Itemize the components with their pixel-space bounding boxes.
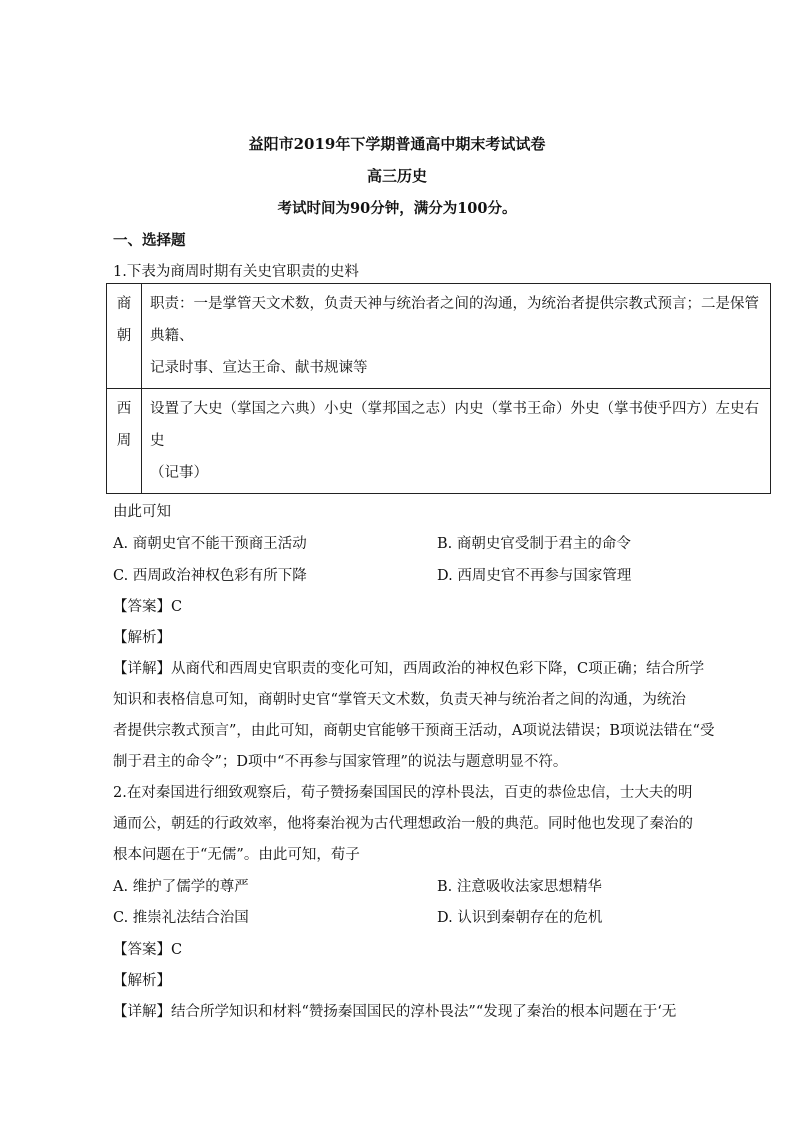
q1-detail-line: 者提供宗教式预言”，由此可知，商朝史官能够干预商王活动，A项说法错误；B项说法错在“受: [113, 723, 715, 739]
q1-option-a: A. 商朝史官不能干预商王活动: [113, 536, 307, 552]
q2-stem-line: 根本问题在于“无儒”。由此可知，荀子: [113, 847, 360, 863]
table-row: [107, 389, 771, 494]
q1-option-c: C. 西周政治神权色彩有所下降: [113, 568, 307, 584]
q1-detail-line: 知识和表格信息可知，商朝时史官“掌管天文术数，负责天神与统治者之间的沟通，为统治: [113, 692, 686, 708]
q2-option-d: D. 认识到秦朝存在的危机: [437, 910, 603, 926]
q1-option-b: B. 商朝史官受制于君主的命令: [437, 536, 631, 552]
q2-stem-line: 2.在对秦国进行细致观察后，荀子赞扬秦国国民的淳朴畏法，百吏的恭俭忠信，士大夫的明: [113, 785, 693, 801]
exam-subject: 高三历史: [366, 167, 427, 185]
dynasty-cell: 西 周: [107, 389, 142, 494]
duty-cell: 职责：一是掌管天文术数，负责天神与统治者之间的沟通，为统治者提供宗教式预言；二是保管典籍、 记录时事、宣达王命、献书规谏等: [142, 284, 771, 389]
q1-question: 由此可知: [113, 504, 171, 520]
q2-option-c: C. 推崇礼法结合治国: [113, 910, 249, 926]
q1-detail-line: 【详解】从商代和西周史官职责的变化可知，西周政治的神权色彩下降，C项正确；结合所学: [113, 661, 705, 677]
q2-analysis-label: 【解析】: [113, 973, 171, 989]
duty-cell: 设置了大史（掌国之六典）小史（掌邦国之志）内史（掌书王命）外史（掌书使乎四方）左史右史 （记事）: [142, 389, 771, 494]
q2-answer: 【答案】C: [113, 942, 183, 958]
q2-stem-line: 通而公，朝廷的行政效率，他将秦治视为古代理想政治一般的典范。同时他也发现了秦治的: [113, 816, 693, 832]
q1-table: [106, 283, 771, 494]
dynasty-cell: 商 朝: [107, 284, 142, 389]
q1-answer: 【答案】C: [113, 599, 183, 615]
exam-info: 考试时间为90分钟，满分为100分。: [277, 200, 517, 217]
q1-analysis-label: 【解析】: [113, 630, 171, 646]
q1-stem: 1.下表为商周时期有关史官职责的史料: [113, 264, 359, 280]
q1-option-d: D. 西周史官不再参与国家管理: [437, 568, 632, 584]
q2-detail-line: 【详解】结合所学知识和材料“赞扬秦国国民的淳朴畏法”“发现了秦治的根本问题在于‘无: [113, 1004, 677, 1020]
exam-title: 益阳市2019年下学期普通高中期末考试试卷: [248, 135, 546, 153]
section-heading: 一、选择题: [113, 232, 186, 249]
q2-option-a: A. 维护了儒学的尊严: [113, 879, 249, 895]
table-row: [107, 284, 771, 389]
q1-detail-line: 制于君主的命令”；D项中“不再参与国家管理”的说法与题意明显不符。: [113, 754, 568, 770]
q2-option-b: B. 注意吸收法家思想精华: [437, 879, 602, 895]
